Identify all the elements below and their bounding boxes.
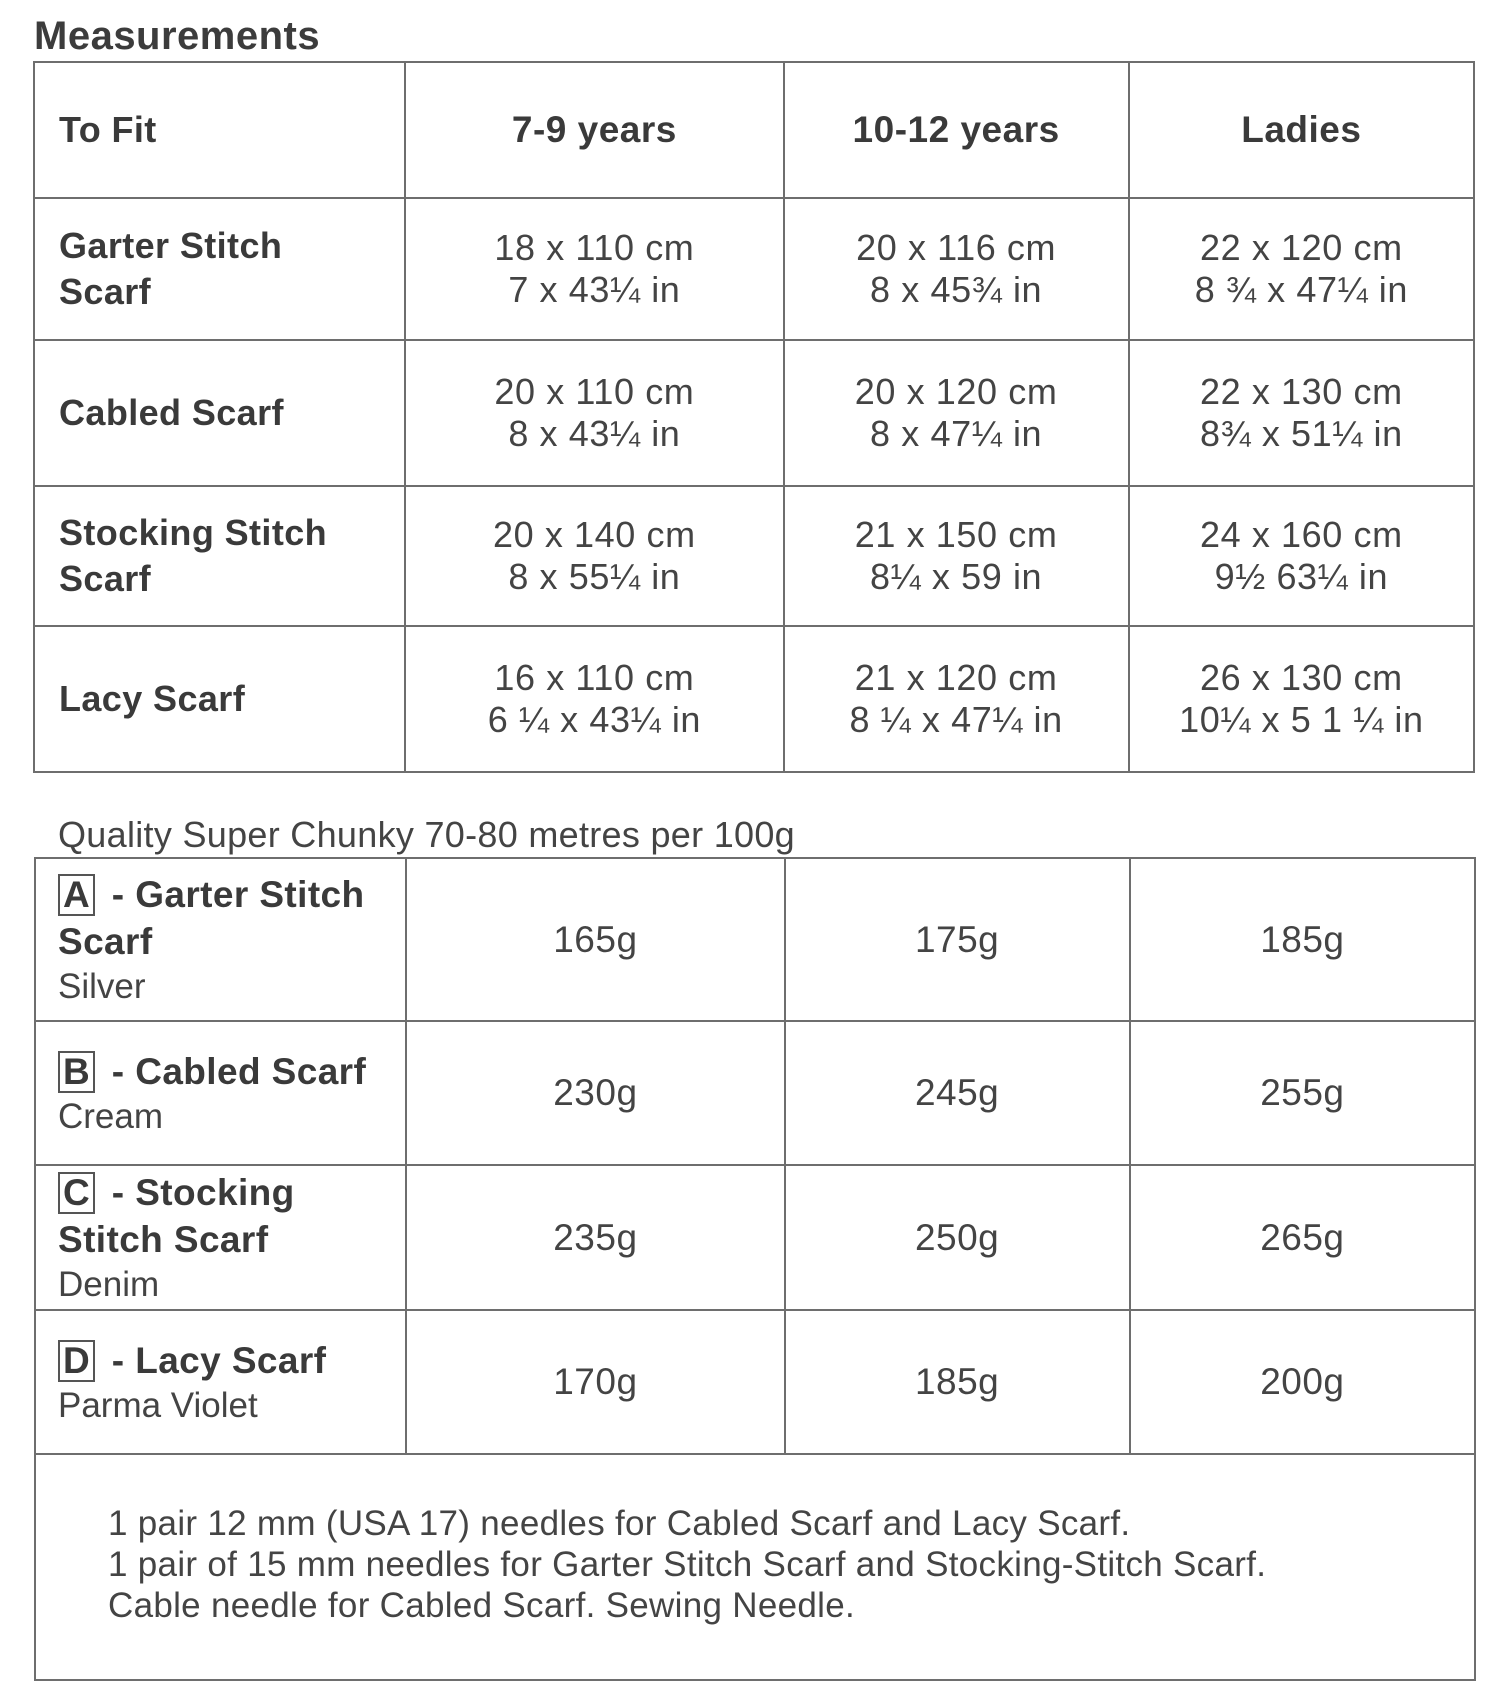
yarn-row — [35, 858, 1475, 1021]
measurement-cm: 24 x 160 cm — [1200, 514, 1403, 555]
measurement-cell — [1129, 626, 1474, 772]
measurement-in: 10¼ x 5 1 ¼ in — [1179, 699, 1424, 740]
table-row — [34, 626, 1474, 772]
yarn-label-c — [35, 1165, 406, 1310]
yarn-title-text: - Stocking — [101, 1171, 295, 1213]
measurement-cm: 20 x 120 cm — [854, 371, 1058, 412]
measurement-cm: 21 x 120 cm — [854, 657, 1058, 698]
measurement-cell — [405, 198, 783, 340]
yarn-colour: Silver — [58, 966, 146, 1006]
yarn-title-text: - Cabled Scarf — [101, 1050, 367, 1092]
yarn-title — [58, 1169, 405, 1216]
table-row — [34, 340, 1474, 486]
yarn-colour: Cream — [58, 1096, 164, 1136]
measurement-cell — [784, 198, 1129, 340]
measurement-cell — [405, 340, 783, 486]
measurement-cell — [1129, 198, 1474, 340]
yarn-title — [58, 871, 405, 918]
table-row — [34, 486, 1474, 626]
measurement-in: 7 x 43¼ in — [508, 269, 681, 310]
yarn-weight: 235g — [406, 1165, 784, 1310]
measurement-cell — [405, 626, 783, 772]
row-label-line: Garter Stitch — [59, 225, 283, 266]
measurement-cm: 26 x 130 cm — [1200, 657, 1403, 698]
measurement-cell — [784, 626, 1129, 772]
header-size-ladies: Ladies — [1129, 62, 1474, 198]
measurement-cell — [784, 486, 1129, 626]
measurement-cell — [1129, 486, 1474, 626]
measurements-table — [33, 61, 1475, 773]
needles-note-line: 1 pair 12 mm (USA 17) needles for Cabled Scarf and Lacy Scarf. — [108, 1504, 1131, 1543]
measurement-in: 9½ 63¼ in — [1214, 556, 1389, 597]
yarn-title-text: - Lacy Scarf — [101, 1339, 327, 1381]
measurement-in: 8 x 45¾ in — [870, 269, 1043, 310]
yarn-weight: 185g — [1130, 858, 1475, 1021]
row-label-line: Scarf — [59, 271, 152, 312]
measurement-in: 8 x 43¼ in — [508, 413, 681, 454]
yarn-weight: 165g — [406, 858, 784, 1021]
yarn-row — [35, 1021, 1475, 1165]
row-label-line: Stocking Stitch — [59, 512, 328, 553]
yarn-weight: 250g — [785, 1165, 1130, 1310]
yarn-weight: 245g — [785, 1021, 1130, 1165]
yarn-row — [35, 1310, 1475, 1454]
measurement-cm: 21 x 150 cm — [854, 514, 1058, 555]
measurement-cell — [405, 486, 783, 626]
measurements-header-row — [34, 62, 1474, 198]
yarn-label-b — [35, 1021, 406, 1165]
row-label-line: Lacy Scarf — [59, 678, 246, 719]
row-label-lacy — [34, 626, 405, 772]
yarn-weight: 200g — [1130, 1310, 1475, 1454]
yarn-row — [35, 1165, 1475, 1310]
yarn-colour: Parma Violet — [58, 1385, 258, 1425]
needles-row — [35, 1454, 1475, 1680]
yarn-letter-box: C — [58, 1172, 95, 1214]
measurement-in: 8 ¼ x 47¼ in — [849, 699, 1063, 740]
row-label-garter-stitch — [34, 198, 405, 340]
measurement-cm: 16 x 110 cm — [494, 657, 695, 698]
measurement-in: 8 x 47¼ in — [870, 413, 1043, 454]
yarn-weight: 175g — [785, 858, 1130, 1021]
yarn-label-d — [35, 1310, 406, 1454]
row-label-stocking-stitch — [34, 486, 405, 626]
measurement-cm: 20 x 140 cm — [493, 514, 696, 555]
yarn-letter-box: D — [58, 1340, 95, 1382]
yarn-weight: 230g — [406, 1021, 784, 1165]
yarn-weight: 185g — [785, 1310, 1130, 1454]
yarn-weight: 255g — [1130, 1021, 1475, 1165]
yarn-label-a — [35, 858, 406, 1021]
table-row — [34, 198, 1474, 340]
measurement-in: 6 ¼ x 43¼ in — [487, 699, 702, 740]
measurements-heading: Measurements — [34, 14, 321, 58]
header-to-fit: To Fit — [34, 62, 405, 198]
measurement-cm: 22 x 120 cm — [1200, 227, 1403, 268]
row-label-line: Cabled Scarf — [59, 392, 284, 433]
measurement-in: 8¼ x 59 in — [870, 556, 1043, 597]
yarn-title — [58, 1048, 405, 1095]
row-label-line: Scarf — [59, 558, 152, 599]
measurement-in: 8¾ x 51¼ in — [1199, 413, 1403, 454]
measurement-in: 8 ¾ x 47¼ in — [1194, 269, 1409, 310]
measurement-cm: 22 x 130 cm — [1200, 371, 1403, 412]
yarn-weight: 265g — [1130, 1165, 1475, 1310]
yarn-title-text: - Garter Stitch — [101, 873, 365, 915]
measurement-cm: 18 x 110 cm — [494, 227, 695, 268]
yarn-title-line2: Stitch Scarf — [58, 1218, 269, 1260]
measurement-cm: 20 x 116 cm — [856, 227, 1057, 268]
measurement-cell — [784, 340, 1129, 486]
needles-note-line: 1 pair of 15 mm needles for Garter Stitch Scarf and Stocking-Stitch Scarf. — [108, 1545, 1267, 1584]
row-label-cabled — [34, 340, 405, 486]
yarn-colour: Denim — [58, 1264, 160, 1304]
measurement-cm: 20 x 110 cm — [494, 371, 695, 412]
header-size-7-9: 7-9 years — [405, 62, 783, 198]
measurement-in: 8 x 55¼ in — [508, 556, 681, 597]
yarn-title — [58, 1337, 405, 1384]
yarn-weight: 170g — [406, 1310, 784, 1454]
yarn-letter-box: A — [58, 874, 95, 916]
yarn-table — [34, 857, 1476, 1681]
yarn-letter-box: B — [58, 1051, 95, 1093]
measurement-cell — [1129, 340, 1474, 486]
yarn-quality-caption: Quality Super Chunky 70-80 metres per 100g — [58, 814, 795, 855]
needles-note-line: Cable needle for Cabled Scarf. Sewing Needle. — [108, 1586, 855, 1625]
needles-notes — [35, 1454, 1475, 1680]
yarn-title-line2: Scarf — [58, 920, 153, 962]
header-size-10-12: 10-12 years — [784, 62, 1129, 198]
